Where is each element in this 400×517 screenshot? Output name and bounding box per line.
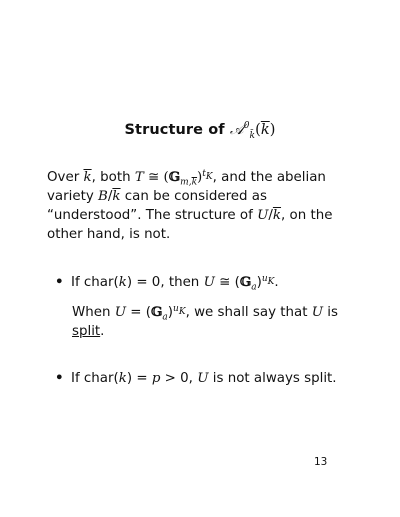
title-text: Structure of [124,122,225,138]
bullet-dot: • [55,275,64,290]
split-term: split [72,324,101,339]
slide-title [0,121,400,141]
bullet-char-zero: • If char(k) = 0, then U ≅ (𝔾$_a$)$^{u_K}$. [55,273,279,293]
bullet-dot: • [55,371,64,386]
bullet-char-positive: • If char(k) = p > 0, U is not always split. [55,371,337,386]
title-math: $𝒜^0_{k̄}(\overline{k})$ [229,121,276,141]
page-number: 13 [314,456,328,468]
bullet-split-definition: When U = (𝔾$_a$)$^{u_K}$, we shall say that U is split. [72,303,338,339]
intro-paragraph: Over $\overline{k}$, both T ≅ (𝔾$_{m,\overline{k}}$)$^{t_K}$, and the abelian variety $B/\overline{k}$ can be considered as “understood”. The structure of $U/\overline{k}$, on the other hand, is not. [47,168,333,242]
